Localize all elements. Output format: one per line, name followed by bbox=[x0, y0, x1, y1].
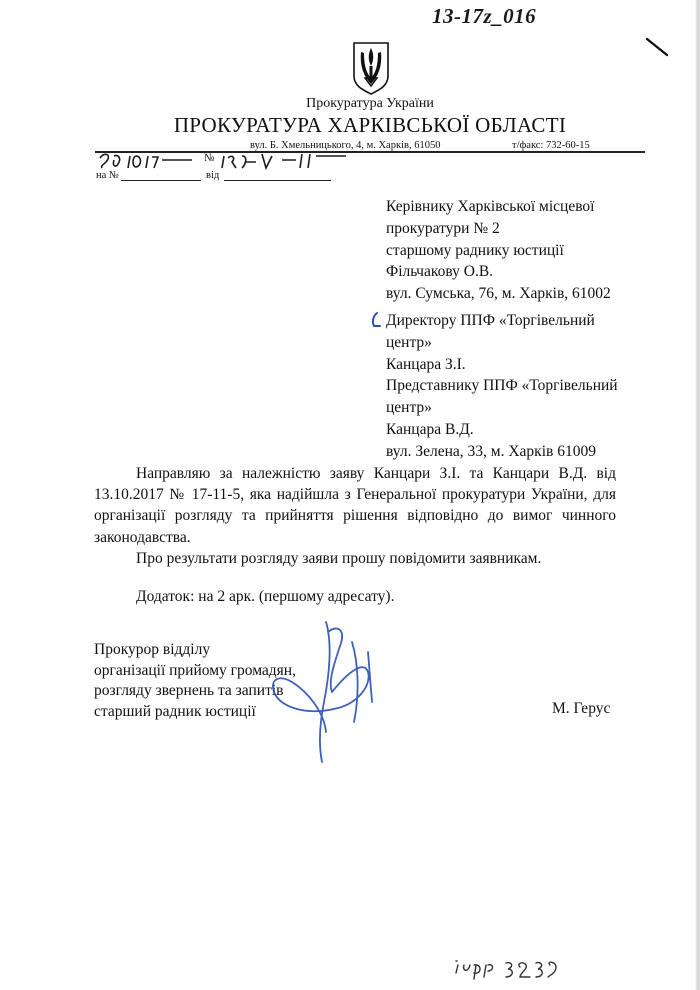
handwritten-outgoing-registration bbox=[96, 148, 356, 172]
recipient-line: Директору ППФ «Торгівельний bbox=[386, 312, 595, 329]
signer-line: старший радник юстиції bbox=[94, 702, 256, 720]
recipient-line: центр» bbox=[386, 399, 432, 417]
document-code: 13-17z_016 bbox=[432, 4, 537, 28]
ref-number-label: на № bbox=[96, 170, 119, 181]
recipient-line: Канцара В.Д. bbox=[386, 420, 474, 438]
org-name-title: ПРОКУРАТУРА ХАРКІВСЬКОЇ ОБЛАСТІ bbox=[173, 113, 567, 137]
ref-date-blank bbox=[224, 180, 331, 181]
page-edge-shadow bbox=[695, 0, 700, 990]
recipient-block-2 bbox=[386, 310, 618, 463]
org-name-small: Прокуратура України bbox=[306, 96, 434, 111]
org-phone-fax: т/факс: 732-60-15 bbox=[512, 140, 590, 151]
recipient-line: вул. Сумська, 76, м. Харків, 61002 bbox=[386, 285, 611, 303]
signer-line: організації прийому громадян, bbox=[94, 661, 296, 679]
handwritten-signature bbox=[268, 612, 398, 772]
corner-stroke-mark bbox=[645, 36, 670, 58]
recipient-line: Керівнику Харківської місцевої bbox=[386, 198, 595, 215]
body-paragraph-attachment: Додаток: на 2 арк. (першому адресату). bbox=[136, 588, 395, 605]
signer-line: розгляду звернень та запитів bbox=[94, 682, 284, 699]
body-paragraph-main: Направляю за належністю заяву Канцари З.І. та Канцари В.Д. від 13.10.2017 № 17-11-5, яка надійшла з Генеральної прокуратури України, для організації розгляду та прийняття рішення відповідно до вимог чинного законодавства. bbox=[94, 465, 616, 546]
recipient-line: Представнику ППФ «Торгівельний bbox=[386, 377, 618, 395]
signer-position bbox=[94, 640, 296, 722]
org-address: вул. Б. Хмельницького, 4, м. Харків, 61050 bbox=[250, 140, 441, 151]
recipient-line: прокуратури № 2 bbox=[386, 219, 500, 237]
handwritten-bottom-note bbox=[452, 955, 572, 981]
recipient-block-1 bbox=[386, 196, 611, 305]
recipient-line: вул. Зелена, 33, м. Харків 61009 bbox=[386, 442, 596, 460]
recipient-line: Фільчакову О.В. bbox=[386, 263, 494, 281]
signer-name: М. Герус bbox=[552, 700, 611, 717]
signer-line: Прокурор відділу bbox=[94, 641, 211, 658]
ref-date-label: від bbox=[206, 170, 220, 181]
outgoing-number-label: № bbox=[204, 152, 215, 164]
recipient-line: старшому раднику юстиції bbox=[386, 241, 564, 259]
handwritten-bracket-mark bbox=[368, 310, 382, 330]
recipient-line: Канцара З.І. bbox=[386, 355, 466, 373]
trident-emblem-icon bbox=[351, 40, 391, 96]
ref-number-blank bbox=[121, 180, 201, 181]
body-paragraph-request: Про результати розгляду заяви прошу повідомити заявникам. bbox=[136, 550, 542, 567]
recipient-line: центр» bbox=[386, 333, 432, 351]
